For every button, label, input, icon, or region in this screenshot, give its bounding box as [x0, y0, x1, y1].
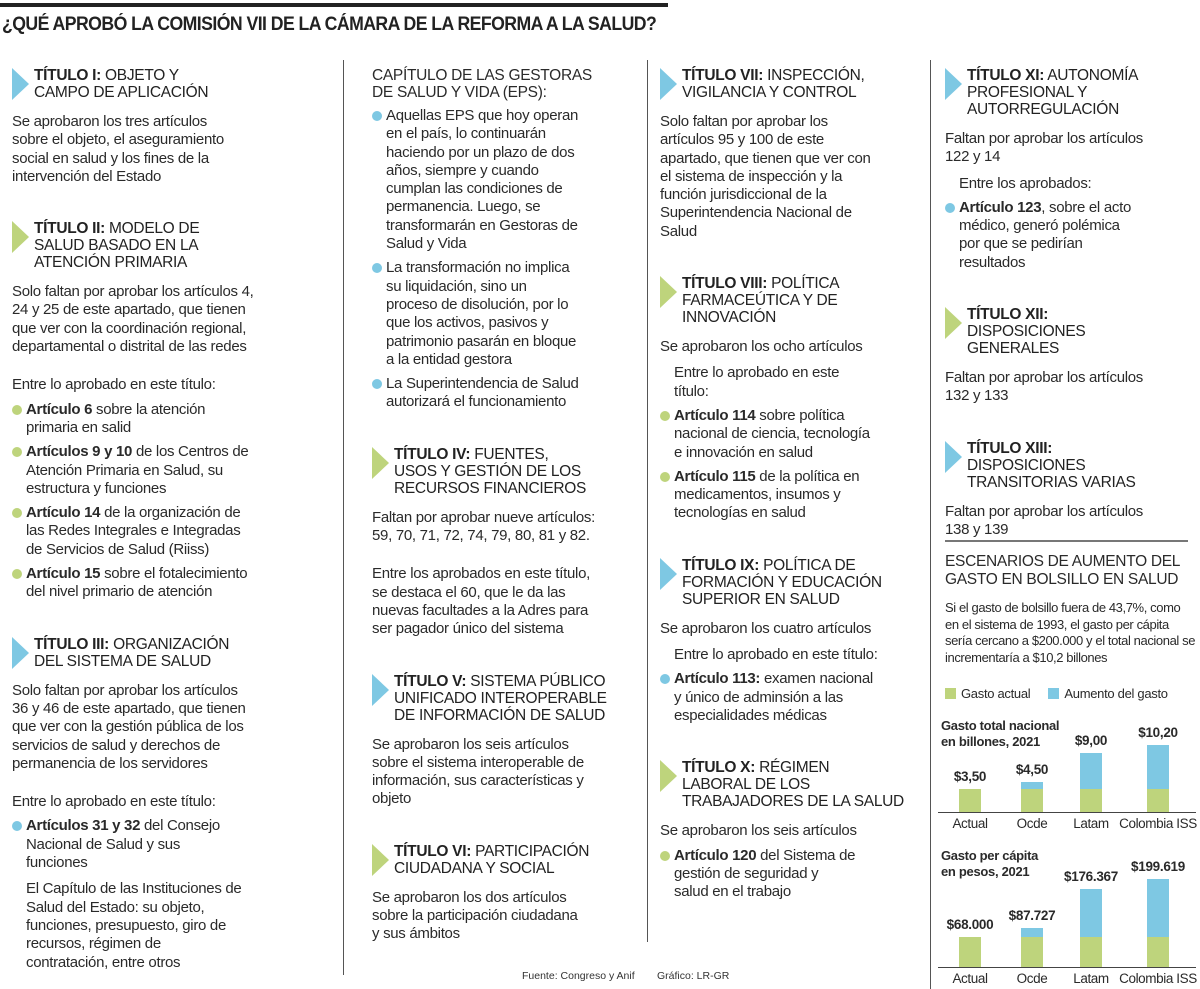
bullet-text: examen nacional y único de adminsión a las especialidades médicas	[674, 670, 873, 724]
heading-title-number: TÍTULO IV:	[394, 445, 471, 463]
bullet-bold: Artículos 9 y 10	[26, 443, 133, 461]
indented-paragraph: Entre los aprobados:	[959, 174, 1092, 192]
category-label: Ocde	[1016, 971, 1048, 986]
category-label: Colombia ISS	[1119, 971, 1197, 986]
bullet-item	[12, 504, 337, 559]
bullet-text: sobre la atención primaria en salid	[26, 400, 206, 436]
bar-gasto-actual	[959, 937, 981, 967]
bar-value-label: $87.727	[1008, 908, 1056, 924]
bullet-text: del Consejo Nacional de Salud y sus funciones	[26, 817, 220, 872]
heading-title-text: POLÍTICA DE FORMACIÓN Y EDUCACIÓN SUPERIOR EN SALUD	[682, 556, 882, 608]
bullet-text: de la organización de las Redes Integrales e Integradas de Servicios de Salud (Riiss)	[26, 504, 241, 558]
bullet-bold: Artículo 15	[26, 565, 101, 583]
paragraph: Se aprobaron los ocho artículos	[660, 338, 863, 356]
bar-gasto-actual	[1147, 937, 1169, 967]
bar-aumento-gasto	[1021, 928, 1043, 937]
chart-title-percapita: Gasto per cápita en pesos, 2021	[941, 848, 1039, 879]
bullet-text: de los Centros de Atención Primaria en Salud, su estructura y funciones	[26, 443, 249, 497]
section-heading	[12, 636, 337, 670]
paragraph: Entre los aprobados en este título, se destaca el 60, que le da las nuevas facultades a la Adres para ser pagador único del sistema	[372, 565, 590, 638]
chapter-heading: CAPÍTULO DE LAS GESTORAS DE SALUD Y VIDA (EPS):	[372, 67, 592, 101]
bullet-item	[660, 847, 925, 902]
category-label: Actual	[952, 971, 988, 986]
category-label: Latam	[1073, 971, 1109, 986]
triangle-marker-icon	[372, 844, 389, 876]
heading-title-text: FUENTES, USOS Y GESTIÓN DE LOS RECURSOS FINANCIEROS	[394, 445, 587, 497]
legend-item-aumento	[1048, 686, 1167, 701]
paragraph: Entre lo aprobado en este título:	[12, 376, 216, 394]
bullet-dot-icon	[660, 411, 670, 421]
triangle-marker-icon	[372, 447, 389, 479]
scenarios-heading: ESCENARIOS DE AUMENTO DEL GASTO EN BOLSILLO EN SALUD	[945, 553, 1181, 588]
heading-title-number: TÍTULO VII:	[682, 67, 764, 84]
page-title: ¿QUÉ APROBÓ LA COMISIÓN VII DE LA CÁMARA DE LA REFORMA A LA SALUD?	[2, 14, 657, 35]
heading-title-text: AUTONOMÍA PROFESIONAL Y AUTORREGULACIÓN	[967, 67, 1139, 118]
triangle-marker-icon	[660, 760, 677, 792]
legend-swatch	[945, 688, 956, 699]
heading-title-text: PARTICIPACIÓN CIUDADANA Y SOCIAL	[394, 842, 590, 877]
bullet-bold: Artículo 115	[674, 467, 756, 485]
x-axis	[938, 812, 1196, 813]
bar-value-label: $9,00	[1074, 732, 1108, 748]
bullet-item	[660, 670, 925, 725]
heading-title-text: INSPECCIÓN, VIGILANCIA Y CONTROL	[682, 67, 865, 101]
bullet-item	[12, 401, 337, 438]
chart-gasto-per-capita	[930, 855, 1200, 989]
bar-aumento-gasto	[1147, 745, 1169, 789]
heading-title-number: TÍTULO IX:	[682, 556, 760, 574]
bar-gasto-actual	[1021, 937, 1043, 967]
bullet-item	[372, 375, 637, 412]
bullet-text: sobre el fotalecimiento del nivel primario de atención	[26, 565, 248, 601]
bullet-item	[12, 443, 337, 498]
bullet-dot-icon	[372, 111, 382, 121]
bullet-dot-icon	[372, 263, 382, 273]
triangle-marker-icon	[660, 558, 677, 590]
triangle-marker-icon	[12, 637, 29, 669]
paragraph: Se aprobaron los cuatro artículos	[660, 619, 872, 637]
bar-aumento-gasto	[1080, 889, 1102, 937]
heading-title-number: TÍTULO VI:	[394, 842, 472, 860]
bullet-text: de la política en medicamentos, insumos y tecnologías en salud	[674, 467, 860, 522]
indented-paragraph: El Capítulo de las Instituciones de Salud del Estado: su objeto, funciones, presupuesto, giro de recursos, régimen de contratación, entre otros	[26, 880, 242, 971]
heading-title-text: MODELO DE SALUD BASADO EN LA ATENCIÓN PRIMARIA	[34, 220, 200, 272]
bullet-item	[12, 817, 337, 872]
bullet-dot-icon	[12, 821, 22, 831]
triangle-marker-icon	[12, 68, 29, 100]
section-heading	[660, 759, 925, 810]
bar-gasto-actual	[1021, 789, 1043, 812]
legend-label: Aumento del gasto	[1064, 686, 1168, 701]
bar-value-label: $10,20	[1138, 725, 1178, 740]
chart-title-total: Gasto total nacional en billones, 2021	[941, 718, 1060, 749]
bullet-dot-icon	[12, 508, 22, 518]
bullet-bold: Artículo 120	[674, 846, 757, 864]
indented-paragraph: Entre lo aprobado en este título:	[674, 364, 840, 400]
bar-value-label: $4,50	[1015, 762, 1049, 778]
scenarios-description: Si el gasto de bolsillo fuera de 43,7%, como en el sistema de 1993, el gasto per cápita sería cercano a $200.000 y el total nacional se incrementaría a $10,2 billones	[945, 600, 1196, 665]
heading-title-text: DISPOSICIONES TRANSITORIAS VARIAS	[967, 456, 1136, 491]
column-divider	[647, 60, 648, 942]
heading-title-text: SISTEMA PÚBLICO UNIFICADO INTEROPERABLE DE INFORMACIÓN DE SALUD	[394, 672, 607, 724]
column-2	[372, 67, 637, 944]
heading-title-number: TÍTULO I:	[34, 67, 102, 84]
triangle-marker-icon	[12, 221, 29, 253]
bullet-item	[660, 407, 925, 462]
triangle-marker-icon	[945, 307, 962, 339]
heading-title-text: DISPOSICIONES GENERALES	[967, 323, 1086, 358]
triangle-marker-icon	[660, 68, 677, 100]
paragraph: Solo faltan por aprobar los artículos 95 y 100 de este apartado, que tienen que ver con el sistema de inspección y la función jurisdiccional de la Superintendencia Nacional de Salud	[660, 113, 871, 240]
bullet-dot-icon	[12, 569, 22, 579]
footer-credit: Gráfico: LR-GR	[657, 970, 730, 982]
bullet-item	[945, 199, 1190, 272]
heading-title-number: TÍTULO III:	[34, 635, 110, 653]
footer-source: Fuente: Congreso y Anif	[522, 970, 635, 982]
x-axis	[938, 967, 1196, 968]
bullet-bold: Artículo 6	[26, 400, 93, 418]
heading-title-number: TÍTULO X:	[682, 759, 756, 777]
paragraph: Faltan por aprobar los artículos 132 y 133	[945, 369, 1144, 405]
category-label: Actual	[952, 816, 988, 831]
chart-legend	[945, 686, 1168, 701]
paragraph: Se aprobaron los dos artículos sobre la participación ciudadana y sus ámbitos	[372, 888, 578, 943]
section-heading	[372, 843, 637, 877]
triangle-marker-icon	[372, 674, 389, 706]
legend-label: Gasto actual	[961, 686, 1031, 701]
legend-swatch	[1048, 688, 1059, 699]
bullet-text: sobre política nacional de ciencia, tecnología e innovación en salud	[674, 406, 870, 461]
bar-gasto-actual	[959, 789, 981, 812]
bullet-bold: Artículo 114	[674, 406, 756, 424]
bullet-bold: Artículo 123	[959, 198, 1042, 216]
heading-title-number: TÍTULO V:	[394, 672, 467, 690]
section-heading	[660, 275, 925, 326]
bar-aumento-gasto	[1080, 753, 1102, 789]
triangle-marker-icon	[945, 68, 962, 100]
bar-gasto-actual	[1147, 789, 1169, 812]
bar-aumento-gasto	[1021, 782, 1043, 789]
paragraph: Se aprobaron los tres artículos sobre el objeto, el aseguramiento social en salud y los fines de la intervención del Estado	[12, 113, 224, 185]
bar-aumento-gasto	[1147, 879, 1169, 937]
category-label: Colombia ISS	[1119, 816, 1197, 831]
bullet-dot-icon	[12, 405, 22, 415]
bullet-text: del Sistema de gestión de seguridad y salud en el trabajo	[674, 846, 856, 901]
bullet-bold: Artículos 31 y 32	[26, 817, 141, 835]
heading-title-text: OBJETO Y CAMPO DE APLICACIÓN	[34, 67, 209, 101]
bullet-item	[372, 259, 637, 369]
section-heading	[660, 67, 925, 101]
paragraph: Faltan por aprobar nueve artículos: 59, 70, 71, 72, 74, 79, 80, 81 y 82.	[372, 508, 595, 545]
bar-value-label: $199.619	[1131, 859, 1185, 874]
bullet-dot-icon	[660, 674, 670, 684]
bullet-dot-icon	[660, 851, 670, 861]
bullet-item	[12, 565, 337, 602]
bullet-item	[372, 107, 637, 253]
bar-gasto-actual	[1080, 937, 1102, 967]
bar-value-label: $3,50	[953, 769, 987, 784]
bullet-dot-icon	[660, 472, 670, 482]
column-divider	[930, 60, 931, 989]
paragraph: Solo faltan por aprobar los artículos 36 y 46 de este apartado, que tienen que ver con la gestión pública de los servicios de salud y derechos de permanencia de los servidores	[12, 681, 246, 772]
bullet-text: Aquellas EPS que hoy operan en el país, lo continuarán haciendo por un plazo de dos años, siempre y cuando cumplan las condiciones de permanencia. Luego, se transformarán en Gestoras de Salud y Vida	[386, 107, 579, 253]
section-heading	[372, 673, 637, 724]
section-heading	[660, 557, 925, 608]
paragraph: Entre lo aprobado en este título:	[12, 793, 216, 811]
heading-title-number: TÍTULO XII:	[967, 306, 1049, 324]
bullet-dot-icon	[372, 379, 382, 389]
heading-title-text: POLÍTICA FARMACEÚTICA Y DE INNOVACIÓN	[682, 275, 840, 327]
paragraph: Faltan por aprobar los artículos 138 y 139	[945, 502, 1144, 538]
section-heading	[12, 67, 337, 101]
section-heading	[945, 306, 1190, 357]
heading-title-number: TÍTULO VIII:	[682, 275, 768, 293]
indented-paragraph: Entre lo aprobado en este título:	[674, 646, 878, 664]
top-rule	[0, 3, 668, 7]
column-4	[945, 67, 1190, 539]
paragraph: Se aprobaron los seis artículos	[660, 822, 857, 840]
bar-value-label: $176.367	[1064, 869, 1118, 885]
section-heading	[12, 220, 337, 271]
bar-gasto-actual	[1080, 789, 1102, 812]
triangle-marker-icon	[945, 441, 962, 473]
heading-title-number: TÍTULO XIII:	[967, 439, 1053, 457]
bullet-dot-icon	[945, 203, 955, 213]
triangle-marker-icon	[660, 276, 677, 308]
bullet-text: La transformación no implica su liquidación, sino un proceso de disolución, por lo que los activos, pasivos y patrimonio pasarán en bloque a la entidad gestora	[386, 259, 577, 368]
column-3	[660, 67, 925, 901]
section-heading	[372, 446, 637, 497]
section-heading	[945, 440, 1190, 491]
bullet-bold: Artículo 113:	[674, 670, 761, 688]
heading-title-number: TÍTULO XI:	[967, 67, 1045, 84]
paragraph: Faltan por aprobar los artículos 122 y 14	[945, 130, 1144, 166]
column-1	[12, 67, 337, 972]
bar-value-label: $68.000	[946, 917, 994, 933]
legend-item-gasto-actual	[945, 686, 1030, 701]
heading-title-text: ORGANIZACIÓN DEL SISTEMA DE SALUD	[34, 635, 230, 670]
paragraph: Se aprobaron los seis artículos sobre el sistema interoperable de información, sus características y objeto	[372, 735, 584, 808]
category-label: Ocde	[1016, 816, 1048, 831]
category-label: Latam	[1073, 816, 1109, 831]
bullet-text: La Superintendencia de Salud autorizará el funcionamiento	[386, 375, 579, 411]
chart-gasto-total	[930, 700, 1200, 840]
bullet-item	[660, 468, 925, 523]
column-divider	[343, 60, 344, 975]
heading-title-number: TÍTULO II:	[34, 220, 106, 238]
bullet-bold: Artículo 14	[26, 504, 101, 522]
bullet-dot-icon	[12, 447, 22, 457]
section-divider	[945, 540, 1188, 542]
paragraph: Solo faltan por aprobar los artículos 4, 24 y 25 de este apartado, que tienen que ver con la coordinación regional, departamental o distrital de las redes	[12, 283, 254, 356]
heading-title-text: RÉGIMEN LABORAL DE LOS TRABAJADORES DE LA SALUD	[682, 759, 904, 811]
section-heading	[945, 67, 1190, 118]
bullet-text: , sobre el acto médico, generó polémica por que se pedirían resultados	[959, 198, 1131, 271]
